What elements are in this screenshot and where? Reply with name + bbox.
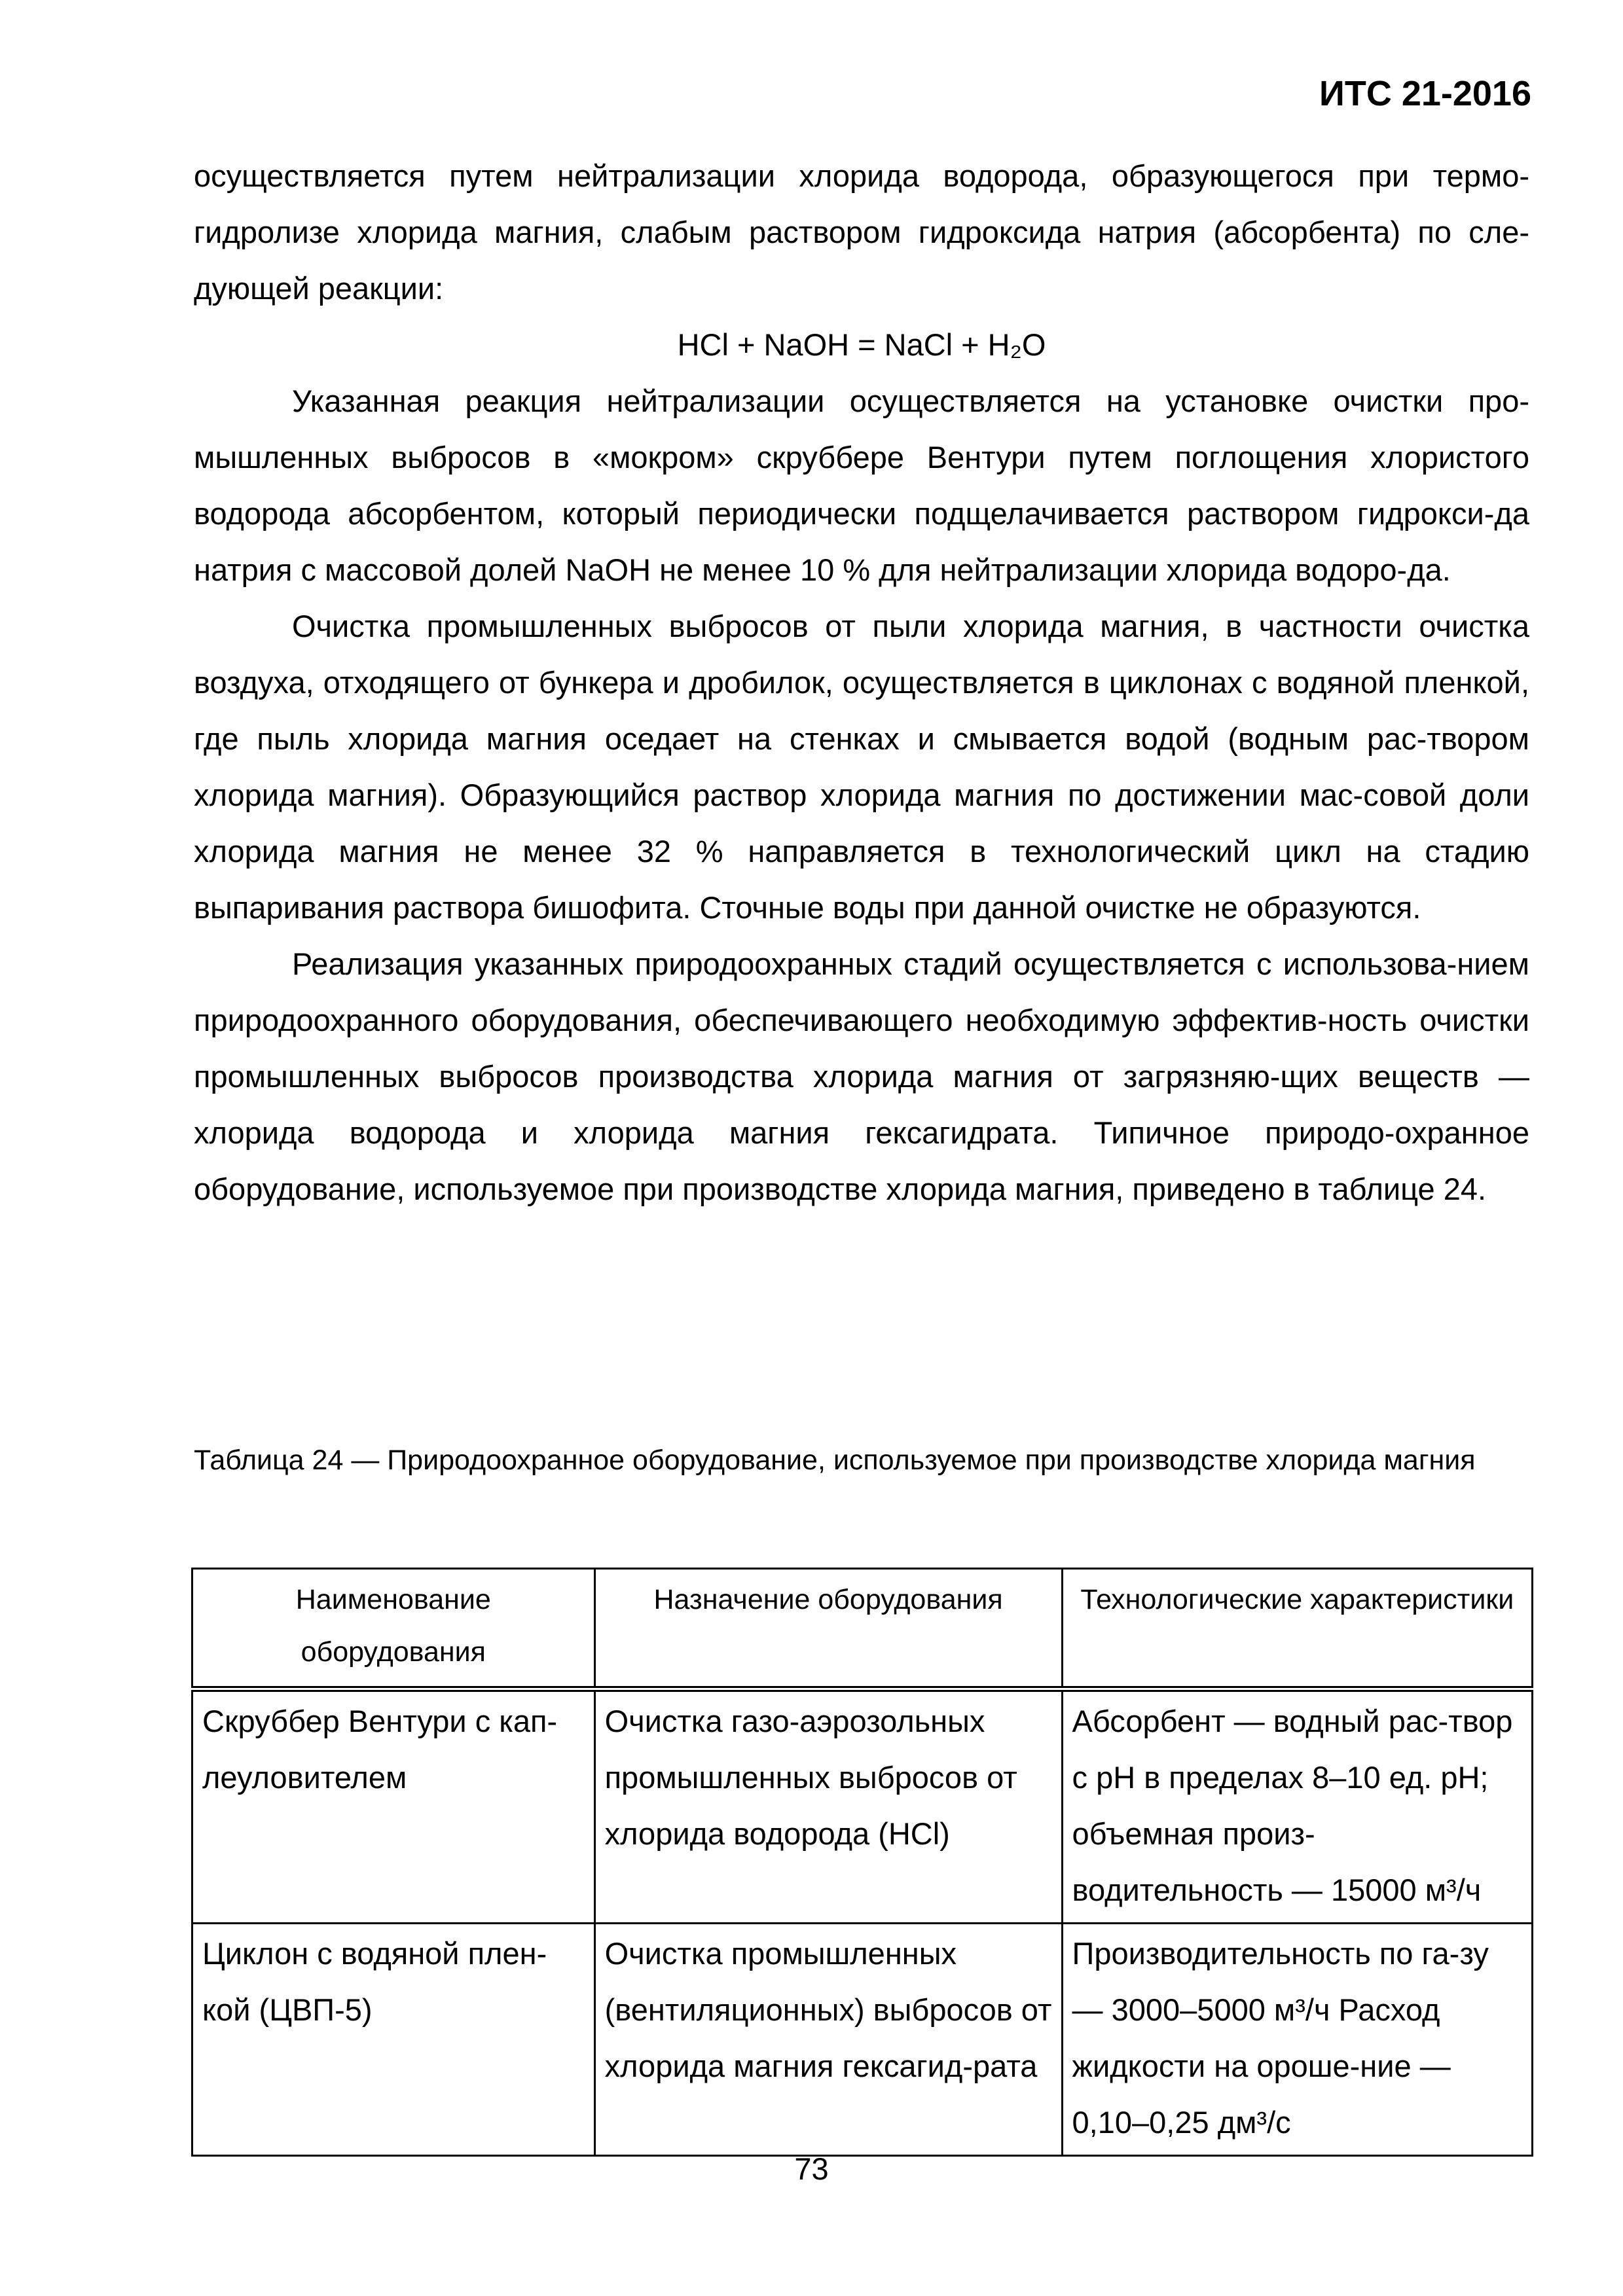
paragraph-neutralization: Указанная реакция нейтрализации осуществляется на установке очистки про-мышленных выбросов в «мокром» скруббере Вентури путем поглощения хлористого водорода абсорбентом, который периодически подщелачивается раствором гидрокси-да натрия с массовой долей NaOH не менее 10 % для нейтрализации хлорида водоро-да. xyxy=(194,384,1529,587)
table-caption: Таблица 24 — Природоохранное оборудование, используемое при производстве хлорида магния xyxy=(194,1444,1476,1476)
header-technical-specs: Технологические характеристики xyxy=(1062,1569,1532,1689)
chemical-equation: HCl + NaOH = NaCl + H₂O xyxy=(677,327,1046,362)
document-code: ИТС 21-2016 xyxy=(1319,74,1531,113)
cell-equipment-purpose: Очистка промышленных (вентиляционных) выбросов от хлорида магния гексагид-рата xyxy=(594,1924,1062,2156)
table-row xyxy=(192,1689,1533,1924)
cell-technical-specs: Производительность по га-зу — 3000–5000 м³/ч Расход жидкости на ороше-ние — 0,10–0,25 дм³/с xyxy=(1062,1924,1532,2156)
page-number: 73 xyxy=(794,2151,829,2186)
header-equipment-purpose: Назначение оборудования xyxy=(594,1569,1062,1689)
paragraph-equipment-intro: Реализация указанных природоохранных стадий осуществляется с использова-нием природоохранного оборудования, обеспечивающего необходимую эффектив-ность очистки промышленных выбросов производства хлорида магния от загрязняю-щих веществ — хлорида водорода и хлорида магния гексагидрата. Типичное природо-охранное оборудование, используемое при производстве хлорида магния, приведено в таблице 24. xyxy=(194,946,1529,1206)
cell-equipment-name: Скруббер Вентури с кап-леуловителем xyxy=(192,1689,595,1924)
body-text xyxy=(194,148,1529,1217)
paragraph-dust-cleaning: Очистка промышленных выбросов от пыли хлорида магния, в частности очистка воздуха, отходящего от бункера и дробилок, осуществляется в циклонах с водяной пленкой, где пыль хлорида магния оседает на стенках и смывается водой (водным рас-твором хлорида магния). Образующийся раствор хлорида магния по достижении мас-совой доли хлорида магния не менее 32 % направляется в технологический цикл на стадию выпаривания раствора бишофита. Сточные воды при данной очистке не образуются. xyxy=(194,609,1529,925)
cell-technical-specs: Абсорбент — водный рас-твор с рН в пределах 8–10 ед. рН; объемная произ-водительность — 15000 м³/ч xyxy=(1062,1689,1532,1924)
cell-equipment-purpose: Очистка газо-аэрозольных промышленных выбросов от хлорида водорода (HCl) xyxy=(594,1689,1062,1924)
equipment-table xyxy=(191,1568,1533,2157)
cell-equipment-name: Циклон с водяной плен-кой (ЦВП-5) xyxy=(192,1924,595,2156)
paragraph-continuation: осуществляется путем нейтрализации хлорида водорода, образующегося при термо-гидролизе хлорида магния, слабым раствором гидроксида натрия (абсорбента) по сле-дующей реакции: xyxy=(194,158,1529,306)
table-header-row xyxy=(192,1569,1533,1689)
table-row xyxy=(192,1924,1533,2156)
header-equipment-name: Наименование оборудования xyxy=(192,1569,595,1689)
